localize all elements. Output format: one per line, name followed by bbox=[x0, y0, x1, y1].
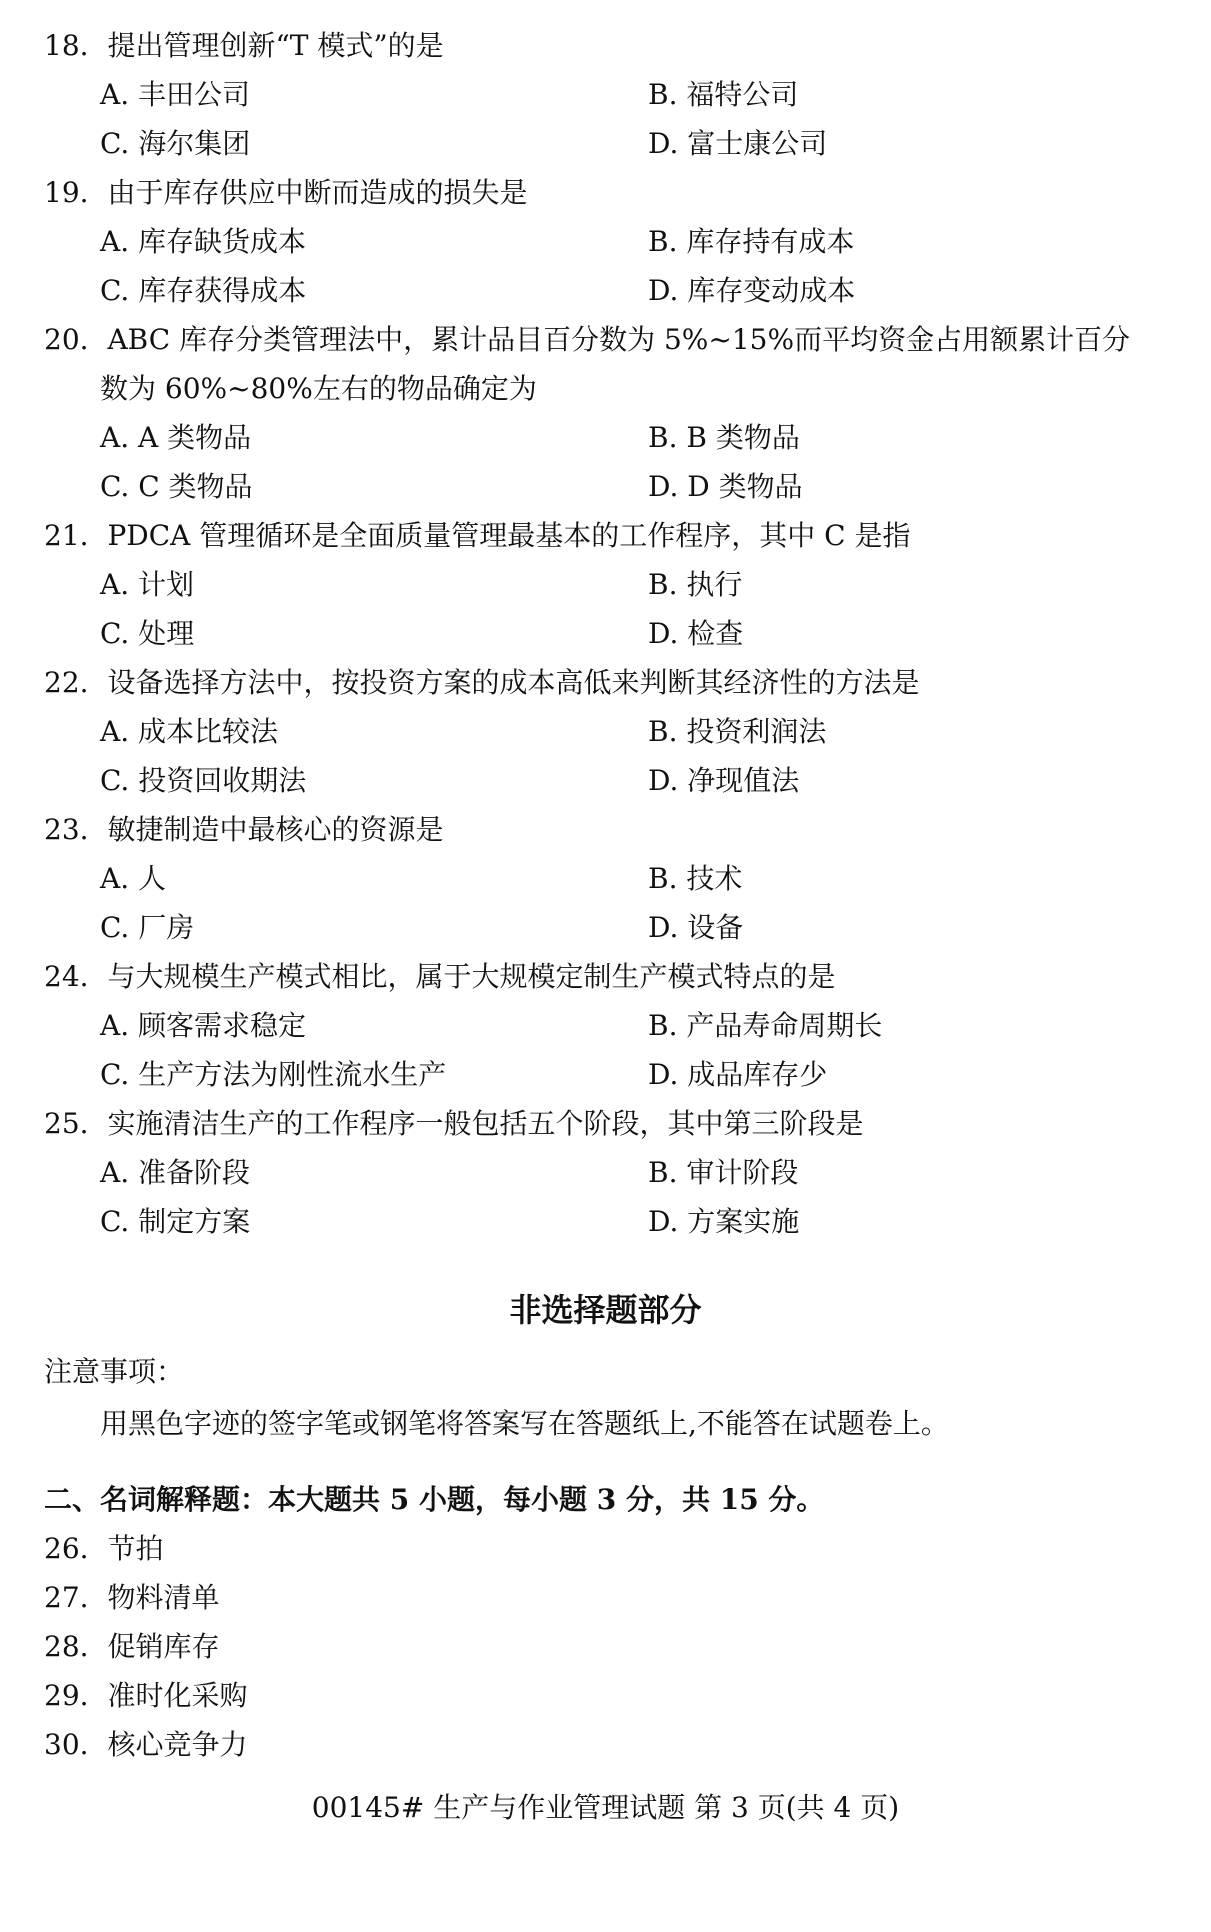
option-c: C. 处理 bbox=[100, 617, 195, 650]
option-c: C. C 类物品 bbox=[100, 470, 253, 503]
option-d: D. 方案实施 bbox=[648, 1205, 800, 1238]
question-stem-continued: 数为 60%~80%左右的物品确定为 bbox=[100, 372, 537, 405]
term-29 bbox=[44, 1676, 247, 1716]
term-number: 29. bbox=[44, 1679, 89, 1712]
term-number: 30. bbox=[44, 1728, 89, 1761]
option-a: A. 成本比较法 bbox=[100, 715, 279, 748]
question-number: 19. bbox=[44, 176, 89, 209]
term-text: 准时化采购 bbox=[107, 1679, 248, 1712]
question-24 bbox=[44, 957, 835, 997]
question-number: 25. bbox=[44, 1107, 89, 1140]
option-b: B. B 类物品 bbox=[648, 421, 800, 454]
question-stem: PDCA 管理循环是全面质量管理最基本的工作程序，其中 C 是指 bbox=[107, 519, 911, 552]
question-stem: 与大规模生产模式相比，属于大规模定制生产模式特点的是 bbox=[107, 960, 836, 993]
question-19 bbox=[44, 173, 527, 213]
question-number: 18. bbox=[44, 29, 89, 62]
option-b: B. 产品寿命周期长 bbox=[648, 1009, 883, 1042]
question-stem: 敏捷制造中最核心的资源是 bbox=[107, 813, 444, 846]
question-stem: ABC 库存分类管理法中，累计品目百分数为 5%~15%而平均资金占用额累计百分 bbox=[107, 323, 1131, 356]
question-number: 20. bbox=[44, 323, 89, 356]
question-21 bbox=[44, 516, 911, 556]
option-a: A. 准备阶段 bbox=[100, 1156, 251, 1189]
option-b: B. 投资利润法 bbox=[648, 715, 827, 748]
question-25 bbox=[44, 1104, 863, 1144]
option-d: D. D 类物品 bbox=[648, 470, 803, 503]
term-number: 26. bbox=[44, 1532, 89, 1565]
term-28 bbox=[44, 1627, 219, 1667]
notice-label: 注意事项： bbox=[44, 1355, 185, 1388]
option-c: C. 厂房 bbox=[100, 911, 195, 944]
option-b: B. 技术 bbox=[648, 862, 743, 895]
option-b: B. 执行 bbox=[648, 568, 743, 601]
term-30 bbox=[44, 1725, 247, 1765]
question-18 bbox=[44, 26, 444, 66]
option-c: C. 制定方案 bbox=[100, 1205, 251, 1238]
notice-text: 用黑色字迹的签字笔或钢笔将答案写在答题纸上,不能答在试题卷上。 bbox=[100, 1407, 949, 1440]
option-a: A. 计划 bbox=[100, 568, 195, 601]
option-d: D. 富士康公司 bbox=[648, 127, 828, 160]
option-c: C. 库存获得成本 bbox=[100, 274, 307, 307]
question-number: 21. bbox=[44, 519, 89, 552]
option-a: A. 人 bbox=[100, 862, 167, 895]
question-22 bbox=[44, 663, 919, 703]
question-23 bbox=[44, 810, 443, 850]
option-d: D. 成品库存少 bbox=[648, 1058, 828, 1091]
option-a: A. 顾客需求稳定 bbox=[100, 1009, 307, 1042]
page-footer: 00145# 生产与作业管理试题 第 3 页(共 4 页) bbox=[311, 1791, 900, 1824]
option-d: D. 净现值法 bbox=[648, 764, 800, 797]
option-c: C. 生产方法为刚性流水生产 bbox=[100, 1058, 447, 1091]
option-b: B. 审计阶段 bbox=[648, 1156, 799, 1189]
option-a: A. A 类物品 bbox=[100, 421, 252, 454]
question-number: 23. bbox=[44, 813, 89, 846]
question-number: 24. bbox=[44, 960, 89, 993]
option-d: D. 设备 bbox=[648, 911, 744, 944]
option-c: C. 海尔集团 bbox=[100, 127, 251, 160]
option-b: B. 库存持有成本 bbox=[648, 225, 855, 258]
term-26 bbox=[44, 1529, 163, 1569]
question-stem: 实施清洁生产的工作程序一般包括五个阶段，其中第三阶段是 bbox=[107, 1107, 864, 1140]
question-stem: 由于库存供应中断而造成的损失是 bbox=[107, 176, 528, 209]
term-text: 核心竞争力 bbox=[107, 1728, 248, 1761]
option-b: B. 福特公司 bbox=[648, 78, 799, 111]
question-20 bbox=[44, 320, 1130, 360]
term-number: 28. bbox=[44, 1630, 89, 1663]
option-d: D. 库存变动成本 bbox=[648, 274, 856, 307]
question-number: 22. bbox=[44, 666, 89, 699]
option-a: A. 库存缺货成本 bbox=[100, 225, 307, 258]
option-a: A. 丰田公司 bbox=[100, 78, 251, 111]
part2-heading: 二、名词解释题：本大题共 5 小题，每小题 3 分，共 15 分。 bbox=[44, 1483, 825, 1516]
term-27 bbox=[44, 1578, 219, 1618]
term-text: 促销库存 bbox=[107, 1630, 220, 1663]
term-text: 节拍 bbox=[107, 1532, 164, 1565]
section-title: 非选择题部分 bbox=[509, 1291, 702, 1329]
option-c: C. 投资回收期法 bbox=[100, 764, 307, 797]
term-text: 物料清单 bbox=[107, 1581, 220, 1614]
term-number: 27. bbox=[44, 1581, 89, 1614]
question-stem: 设备选择方法中，按投资方案的成本高低来判断其经济性的方法是 bbox=[107, 666, 920, 699]
option-d: D. 检查 bbox=[648, 617, 744, 650]
question-stem: 提出管理创新“T 模式”的是 bbox=[107, 29, 444, 62]
